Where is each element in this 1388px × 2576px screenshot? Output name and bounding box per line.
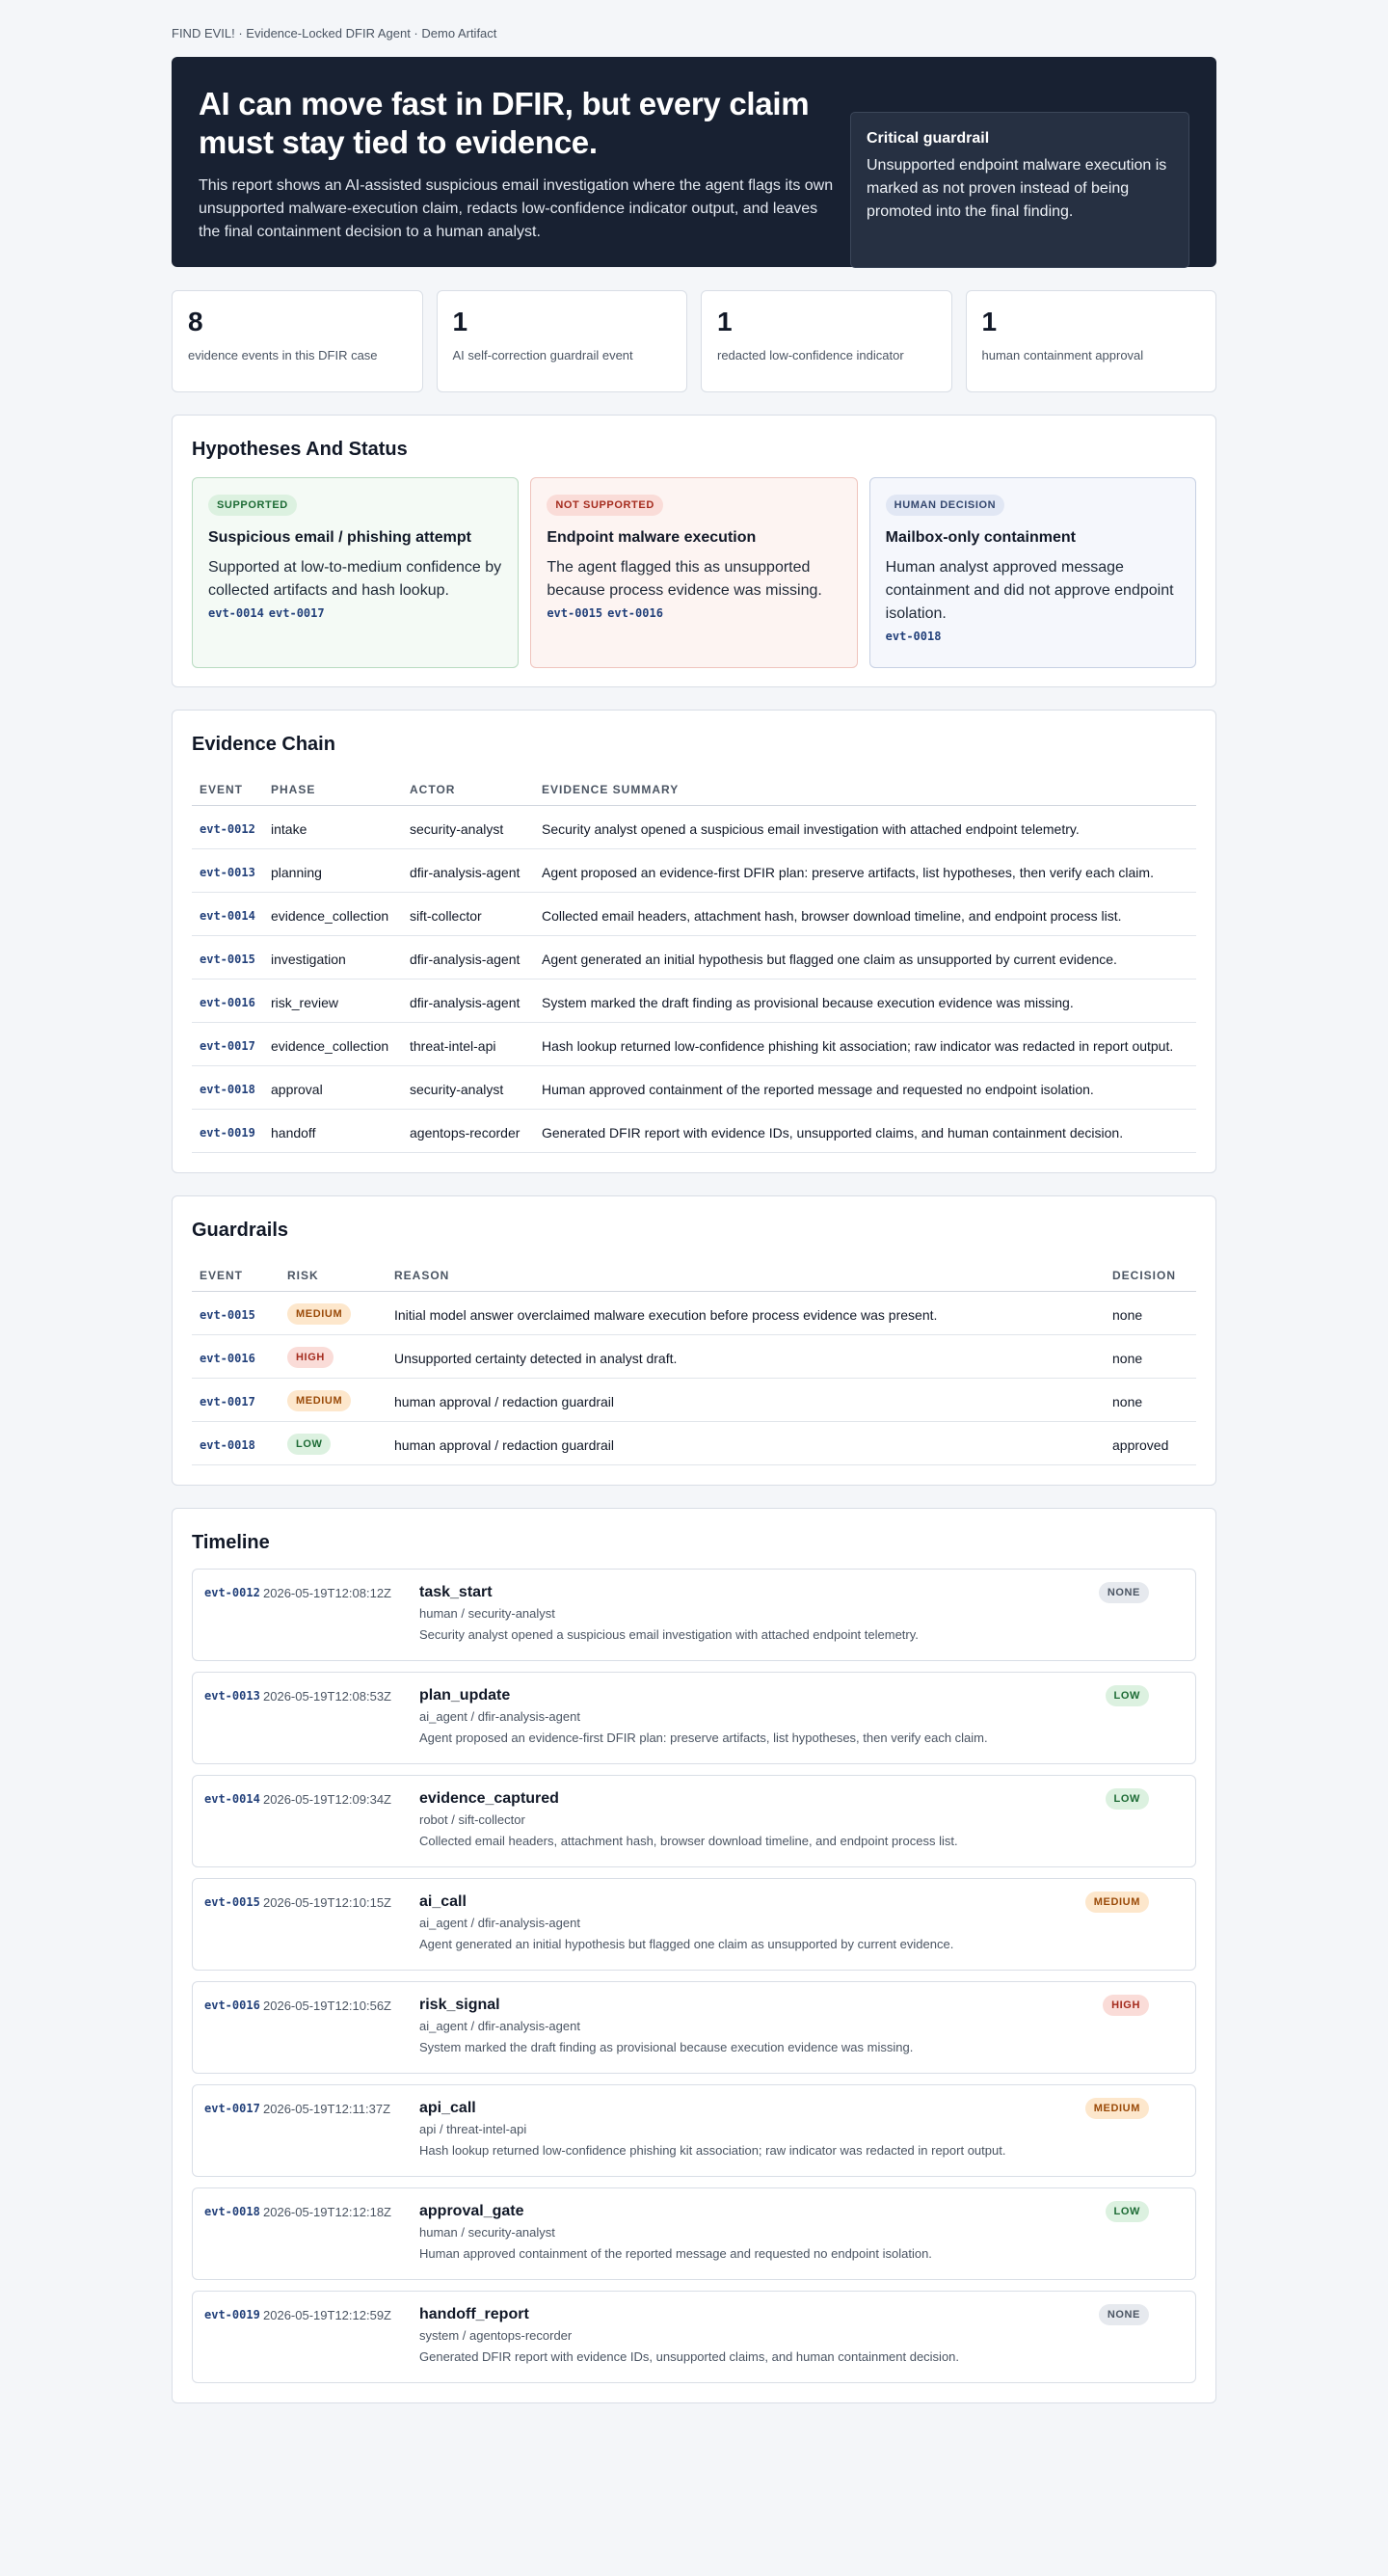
timestamp: 2026-05-19T12:11:37Z xyxy=(263,2102,391,2116)
summary-cell: System marked the draft finding as provisional because execution evidence was missing. xyxy=(534,979,1196,1023)
section-title: Timeline xyxy=(192,1532,270,1553)
decision-cell: none xyxy=(1105,1379,1196,1422)
event-actor: ai_agent / dfir-analysis-agent xyxy=(419,1916,580,1930)
hero-description: This report shows an AI-assisted suspicious email investigation where the agent flags its own unsupported malware-execution claim, redacts low-confidence indicator output, and leaves the final containment decision to a human analyst. xyxy=(199,177,834,240)
section-title: Evidence Chain xyxy=(192,734,335,755)
event-id: evt-0019 xyxy=(204,2308,260,2321)
column-header: EVENT xyxy=(192,1260,280,1292)
evidence-ids xyxy=(886,630,1180,643)
status-badge: SUPPORTED xyxy=(208,495,297,516)
table-row xyxy=(192,1110,1196,1153)
evidence-chain-panel xyxy=(172,710,1216,1173)
actor-cell: dfir-analysis-agent xyxy=(402,979,534,1023)
decision-cell: none xyxy=(1105,1292,1196,1335)
event-id: evt-0017 xyxy=(204,2102,260,2115)
event-type: plan_update xyxy=(419,1687,511,1704)
evidence-id: evt-0015 xyxy=(547,606,603,620)
event-type: evidence_captured xyxy=(419,1790,559,1807)
stat-label: evidence events in this DFIR case xyxy=(188,348,378,362)
summary-cell: Security analyst opened a suspicious email investigation with attached endpoint telemetry. xyxy=(534,806,1196,849)
event-actor: ai_agent / dfir-analysis-agent xyxy=(419,2019,580,2033)
actor-cell: dfir-analysis-agent xyxy=(402,936,534,979)
hypothesis-text: Human analyst approved message containment and did not approve endpoint isolation. xyxy=(885,559,1174,622)
evidence-table xyxy=(192,774,1196,1153)
guardrail-title: Critical guardrail xyxy=(867,130,990,147)
timestamp: 2026-05-19T12:12:59Z xyxy=(263,2308,391,2322)
stat-label: human containment approval xyxy=(981,348,1144,362)
critical-guardrail-card xyxy=(850,112,1189,268)
risk-badge: MEDIUM xyxy=(287,1303,351,1325)
stat-value: 1 xyxy=(717,307,733,336)
actor-cell: agentops-recorder xyxy=(402,1110,534,1153)
summary-cell: Human approved containment of the reported message and requested no endpoint isolation. xyxy=(534,1066,1196,1110)
phase-cell: approval xyxy=(263,1066,402,1110)
guardrail-text: Unsupported endpoint malware execution is marked as not proven instead of being promoted into the final finding. xyxy=(867,157,1167,220)
evidence-id: evt-0016 xyxy=(607,606,663,620)
timeline-body xyxy=(419,1583,1184,1647)
risk-cell xyxy=(280,1422,387,1465)
timeline-item xyxy=(192,1878,1196,1971)
timestamp: 2026-05-19T12:08:53Z xyxy=(263,1689,391,1704)
event-id: evt-0018 xyxy=(192,1066,263,1110)
column-header: EVENT xyxy=(192,774,263,806)
event-id: evt-0014 xyxy=(192,893,263,936)
stats-row xyxy=(172,290,1216,392)
event-summary: Generated DFIR report with evidence IDs, unsupported claims, and human containment decision. xyxy=(419,2349,960,2364)
actor-cell: security-analyst xyxy=(402,1066,534,1110)
evidence-id: evt-0018 xyxy=(885,630,942,643)
phase-cell: evidence_collection xyxy=(263,893,402,936)
event-type: task_start xyxy=(419,1584,493,1600)
reason-cell: Unsupported certainty detected in analyst draft. xyxy=(387,1335,1105,1379)
stat-label: AI self-correction guardrail event xyxy=(452,348,633,362)
risk-badge: HIGH xyxy=(287,1347,334,1368)
phase-cell: handoff xyxy=(263,1110,402,1153)
hero-title: AI can move fast in DFIR, but every claim must stay tied to evidence. xyxy=(199,86,810,160)
risk-badge: MEDIUM xyxy=(287,1390,351,1411)
table-row xyxy=(192,936,1196,979)
stat-value: 1 xyxy=(981,307,998,336)
hypotheses-panel xyxy=(172,415,1216,687)
event-summary: Agent proposed an evidence-first DFIR plan: preserve artifacts, list hypotheses, then verify each claim. xyxy=(419,1731,988,1745)
table-row xyxy=(192,849,1196,893)
actor-cell: threat-intel-api xyxy=(402,1023,534,1066)
event-actor: api / threat-intel-api xyxy=(419,2122,527,2136)
event-id: evt-0013 xyxy=(204,1689,260,1703)
event-id: evt-0016 xyxy=(192,1335,280,1379)
decision-cell: none xyxy=(1105,1335,1196,1379)
risk-badge: MEDIUM xyxy=(1085,1892,1149,1913)
event-id: evt-0015 xyxy=(192,936,263,979)
timestamp: 2026-05-19T12:12:18Z xyxy=(263,2205,391,2219)
summary-cell: Agent generated an initial hypothesis but flagged one claim as unsupported by current evidence. xyxy=(534,936,1196,979)
table-row xyxy=(192,1292,1196,1335)
table-row xyxy=(192,979,1196,1023)
risk-badge: NONE xyxy=(1099,1582,1149,1603)
table-row xyxy=(192,1379,1196,1422)
event-actor: robot / sift-collector xyxy=(419,1812,525,1827)
phase-cell: risk_review xyxy=(263,979,402,1023)
hypothesis-title: Mailbox-only containment xyxy=(885,529,1076,546)
timestamp: 2026-05-19T12:09:34Z xyxy=(263,1792,391,1807)
stat-value: 8 xyxy=(188,307,203,336)
actor-cell: sift-collector xyxy=(402,893,534,936)
column-header: PHASE xyxy=(263,774,402,806)
column-header: EVIDENCE SUMMARY xyxy=(534,774,1196,806)
stat-value: 1 xyxy=(452,307,468,336)
column-header: RISK xyxy=(280,1260,387,1292)
hero-text xyxy=(199,85,835,267)
summary-cell: Hash lookup returned low-confidence phishing kit association; raw indicator was redacted in report output. xyxy=(534,1023,1196,1066)
event-type: risk_signal xyxy=(419,1997,500,2013)
risk-badge: MEDIUM xyxy=(1085,2098,1149,2119)
risk-badge: LOW xyxy=(287,1434,331,1455)
event-type: handoff_report xyxy=(419,2306,529,2322)
table-row xyxy=(192,1422,1196,1465)
evidence-id: evt-0017 xyxy=(268,606,325,620)
event-summary: Human approved containment of the reported message and requested no endpoint isolation. xyxy=(419,2246,932,2261)
reason-cell: human approval / redaction guardrail xyxy=(387,1422,1105,1465)
status-badge: HUMAN DECISION xyxy=(886,495,1005,516)
timeline-body xyxy=(419,1789,1184,1853)
event-id: evt-0015 xyxy=(204,1895,260,1909)
table-row xyxy=(192,1335,1196,1379)
event-summary: Agent generated an initial hypothesis but flagged one claim as unsupported by current evidence. xyxy=(419,1937,954,1951)
event-actor: ai_agent / dfir-analysis-agent xyxy=(419,1709,580,1724)
timestamp: 2026-05-19T12:08:12Z xyxy=(263,1586,391,1600)
timeline-item xyxy=(192,1672,1196,1764)
event-summary: Collected email headers, attachment hash, browser download timeline, and endpoint process list. xyxy=(419,1834,958,1848)
risk-cell xyxy=(280,1335,387,1379)
event-id: evt-0014 xyxy=(204,1792,260,1806)
event-actor: system / agentops-recorder xyxy=(419,2328,573,2343)
hypothesis-card xyxy=(530,477,857,668)
hypothesis-text: The agent flagged this as unsupported because process evidence was missing. xyxy=(547,559,822,599)
risk-badge: HIGH xyxy=(1103,1995,1149,2016)
actor-cell: security-analyst xyxy=(402,806,534,849)
event-type: ai_call xyxy=(419,1893,467,1910)
timeline-body xyxy=(419,2202,1184,2266)
event-id: evt-0018 xyxy=(192,1422,280,1465)
timeline-item xyxy=(192,1775,1196,1867)
timeline-item xyxy=(192,2084,1196,2177)
risk-cell xyxy=(280,1292,387,1335)
guardrails-table xyxy=(192,1260,1196,1465)
event-actor: human / security-analyst xyxy=(419,2225,555,2240)
event-id: evt-0017 xyxy=(192,1379,280,1422)
risk-badge: LOW xyxy=(1106,1685,1149,1706)
table-row xyxy=(192,806,1196,849)
stat-label: redacted low-confidence indicator xyxy=(717,348,904,362)
table-header-row xyxy=(192,774,1196,806)
risk-badge: LOW xyxy=(1106,1788,1149,1810)
phase-cell: planning xyxy=(263,849,402,893)
event-id: evt-0016 xyxy=(204,1999,260,2012)
summary-cell: Collected email headers, attachment hash, browser download timeline, and endpoint process list. xyxy=(534,893,1196,936)
eyebrow: FIND EVIL! · Evidence-Locked DFIR Agent · Demo Artifact xyxy=(172,26,497,40)
timeline-item xyxy=(192,2187,1196,2280)
status-badge: NOT SUPPORTED xyxy=(547,495,663,516)
report-page xyxy=(172,0,1216,2403)
evidence-id: evt-0014 xyxy=(208,606,264,620)
timeline-item xyxy=(192,1569,1196,1661)
risk-badge: NONE xyxy=(1099,2304,1149,2325)
risk-badge: LOW xyxy=(1106,2201,1149,2222)
event-actor: human / security-analyst xyxy=(419,1606,555,1621)
hypothesis-card xyxy=(869,477,1196,668)
table-row xyxy=(192,893,1196,936)
section-title: Hypotheses And Status xyxy=(192,439,408,460)
event-id: evt-0013 xyxy=(192,849,263,893)
section-title: Guardrails xyxy=(192,1220,289,1241)
hero-banner xyxy=(172,57,1216,267)
event-summary: Hash lookup returned low-confidence phishing kit association; raw indicator was redacted in report output. xyxy=(419,2143,1006,2158)
timeline-item xyxy=(192,1981,1196,2074)
phase-cell: evidence_collection xyxy=(263,1023,402,1066)
stat-card xyxy=(701,290,952,392)
table-row xyxy=(192,1023,1196,1066)
hypothesis-title: Endpoint malware execution xyxy=(547,529,757,546)
hypothesis-title: Suspicious email / phishing attempt xyxy=(208,529,471,546)
timeline-body xyxy=(419,1892,1184,1956)
timestamp: 2026-05-19T12:10:15Z xyxy=(263,1895,391,1910)
hypothesis-card xyxy=(192,477,519,668)
timeline-body xyxy=(419,2099,1184,2162)
event-id: evt-0018 xyxy=(204,2205,260,2218)
timeline-item xyxy=(192,2291,1196,2383)
evidence-ids xyxy=(547,606,841,620)
event-id: evt-0016 xyxy=(192,979,263,1023)
hypotheses-list xyxy=(192,477,1196,668)
stat-card xyxy=(172,290,423,392)
timeline-body xyxy=(419,1996,1184,2059)
risk-cell xyxy=(280,1379,387,1422)
event-id: evt-0017 xyxy=(192,1023,263,1066)
decision-cell: approved xyxy=(1105,1422,1196,1465)
column-header: DECISION xyxy=(1105,1260,1196,1292)
guardrails-panel xyxy=(172,1195,1216,1486)
actor-cell: dfir-analysis-agent xyxy=(402,849,534,893)
table-header-row xyxy=(192,1260,1196,1292)
event-id: evt-0019 xyxy=(192,1110,263,1153)
summary-cell: Generated DFIR report with evidence IDs, unsupported claims, and human containment decision. xyxy=(534,1110,1196,1153)
stat-card xyxy=(966,290,1217,392)
event-id: evt-0012 xyxy=(204,1586,260,1599)
evidence-ids xyxy=(208,606,502,620)
column-header: REASON xyxy=(387,1260,1105,1292)
phase-cell: intake xyxy=(263,806,402,849)
hypothesis-text: Supported at low-to-medium confidence by collected artifacts and hash lookup. xyxy=(208,559,502,599)
event-type: approval_gate xyxy=(419,2203,524,2219)
event-id: evt-0012 xyxy=(192,806,263,849)
phase-cell: investigation xyxy=(263,936,402,979)
timeline-body xyxy=(419,1686,1184,1750)
timeline-list xyxy=(192,1569,1196,2383)
summary-cell: Agent proposed an evidence-first DFIR plan: preserve artifacts, list hypotheses, then verify each claim. xyxy=(534,849,1196,893)
event-id: evt-0015 xyxy=(192,1292,280,1335)
reason-cell: Initial model answer overclaimed malware execution before process evidence was present. xyxy=(387,1292,1105,1335)
timeline-body xyxy=(419,2305,1184,2369)
timestamp: 2026-05-19T12:10:56Z xyxy=(263,1999,391,2013)
table-row xyxy=(192,1066,1196,1110)
stat-card xyxy=(437,290,688,392)
event-summary: Security analyst opened a suspicious email investigation with attached endpoint telemetry. xyxy=(419,1627,919,1642)
reason-cell: human approval / redaction guardrail xyxy=(387,1379,1105,1422)
event-type: api_call xyxy=(419,2100,476,2116)
event-summary: System marked the draft finding as provisional because execution evidence was missing. xyxy=(419,2040,914,2054)
timeline-panel xyxy=(172,1508,1216,2403)
column-header: ACTOR xyxy=(402,774,534,806)
